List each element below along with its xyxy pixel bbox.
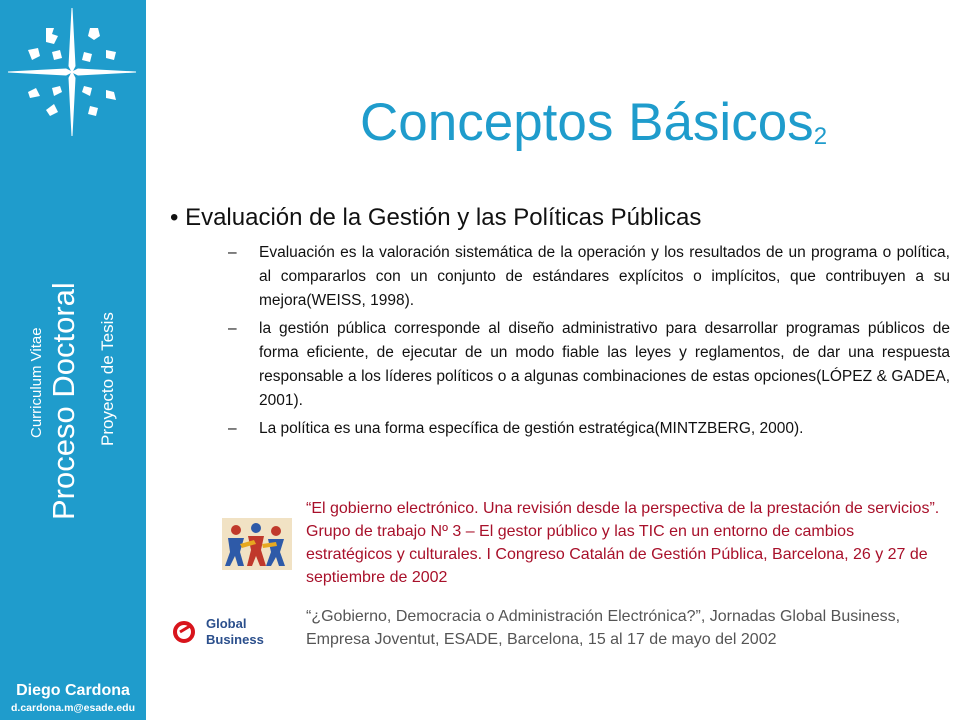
dash: –	[228, 320, 237, 337]
dash: –	[228, 244, 237, 261]
global-business-logo-icon	[172, 612, 288, 650]
proceso-doctoral-label: Proceso Doctoral	[46, 282, 81, 520]
proyecto-tesis-label: Proyecto de Tesis	[98, 312, 117, 446]
logo-global-text: Global	[206, 616, 247, 631]
item-text: Evaluación es la valoración sistemática de la operación y los resultados de un programa o política, al compararlos con un conjunto de estándares explícitos o implícitos, que contribuyen a su mejora(WEISS, 1998).	[259, 244, 950, 309]
congress-figures-logo-icon	[222, 518, 292, 570]
definition-list	[228, 241, 950, 445]
item-text: La política es una forma específica de gestión estratégica(MINTZBERG, 2000).	[259, 420, 804, 437]
bullet: •	[170, 204, 179, 231]
author-email: d.cardona.m@esade.edu	[10, 702, 136, 714]
slide-title-text: Conceptos Básicos	[360, 93, 814, 152]
slide-title-number: 2	[813, 123, 828, 150]
heading-text: Evaluación de la Gestión y las Políticas Públicas	[185, 204, 702, 231]
item-text: la gestión pública corresponde al diseño administrativo para desarrollar programas públicos de forma eficiente, de ejecutar de un modo fiable las leyes y reglamentos, de dar una respuesta responsable a los líderes políticos o a algunas combinaciones de estas opciones(LÓPEZ & GADEA, 2001).	[259, 320, 950, 409]
list-item	[228, 317, 950, 413]
reference-global-business: “¿Gobierno, Democracia o Administración Electrónica?”, Jornadas Global Business, Empresa Joventut, ESADE, Barcelona, 15 al 17 de mayo del 2002	[306, 608, 901, 648]
sidebar	[0, 0, 146, 720]
curriculum-vitae-label: Curriculum Vitae	[28, 327, 45, 438]
compass-rose-logo-icon	[6, 6, 138, 138]
logo-business-text: Business	[206, 632, 264, 647]
dash: –	[228, 420, 237, 437]
slide-heading	[170, 204, 701, 232]
reference-congress: “El gobierno electrónico. Una revisión desde la perspectiva de la prestación de servicios”. Grupo de trabajo Nº 3 – El gestor público y las TIC en un entorno de cambios estratégicos y culturales. I Congreso Catalán de Gestión Pública, Barcelona, 26 y 27 de septiembre de 2002	[306, 500, 940, 586]
author-name: Diego Cardona	[16, 682, 130, 699]
slide-title	[360, 92, 827, 153]
list-item	[228, 417, 950, 441]
list-item	[228, 241, 950, 313]
